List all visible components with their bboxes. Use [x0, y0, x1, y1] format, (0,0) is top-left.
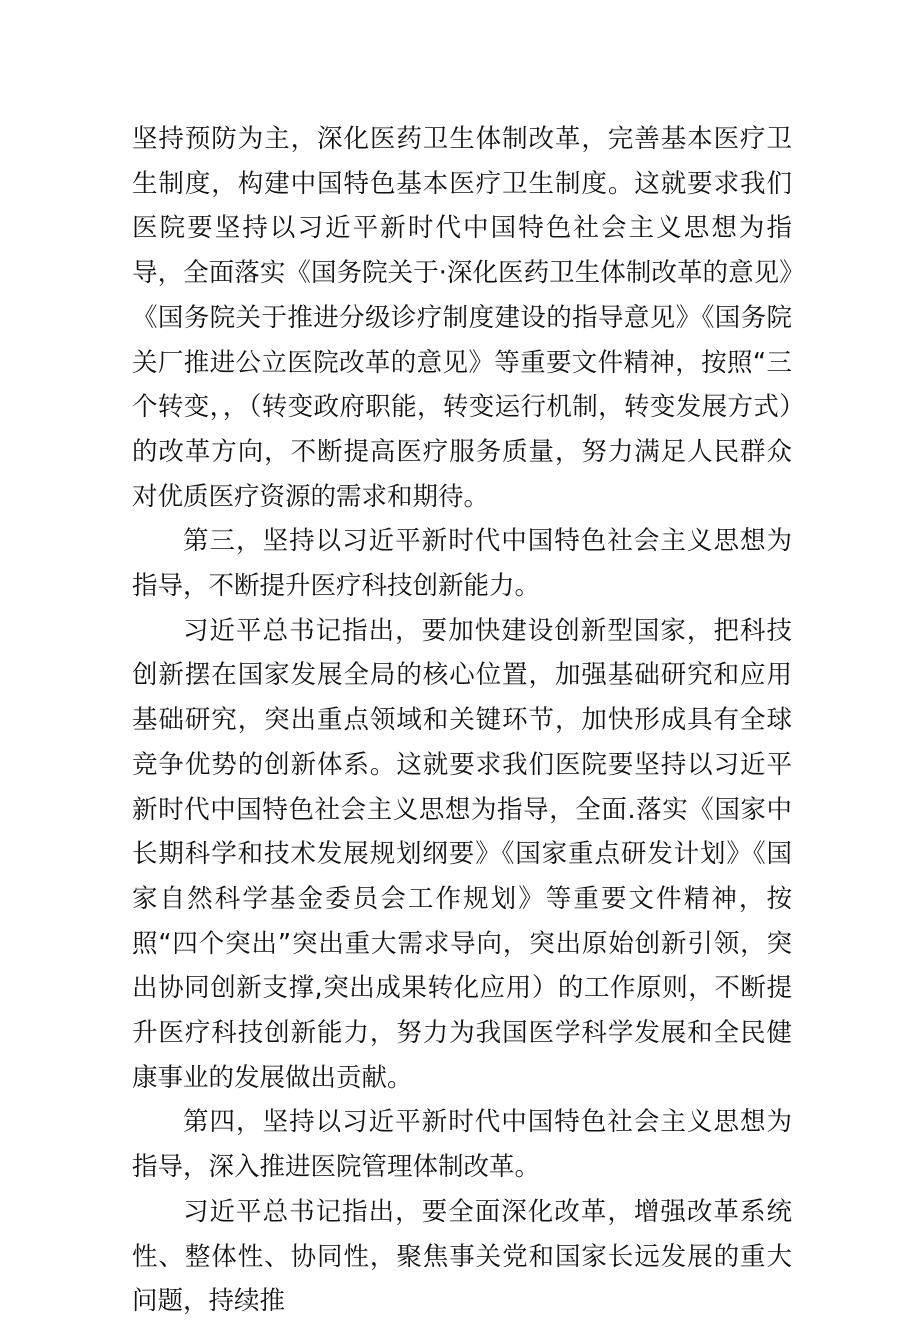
paragraph-continuation: 坚持预防为主，深化医药卫生体制改革，完善基本医疗卫生制度，构建中国特色基本医疗卫生制度。这就要求我们医院要坚持以习近平新时代中国特色社会主义思想为指导，全面落实《国务院关于·深化医药卫生体制改革的意见》《国务院关于推进分级诊疗制度建设的指导意见》《国务院关厂推进公立医院改革的意见》等重要文件精神，按照“三个转变，，（转变政府职能，转变运行机制，转变发展方式）的改革方向，不断提高医疗服务质量，努力满足人民群众对优质医疗资源的需求和期待。 [132, 124, 792, 512]
document-body [132, 117, 792, 1324]
paragraph-science-innovation: 习近平总书记指出，要加快建设创新型国家，把科技创新摆在国家发展全局的核心位置，加强基础研究和应用基础研究，突出重点领域和关键环节，加快形成具有全球竞争优势的创新体系。这就要求我们医院要坚持以习近平新时代中国特色社会主义思想为指导，全面.落实《国家中长期科学和技术发展规划纲要》《国家重点研发计划》《国家自然科学基金委员会工作规划》等重要文件精神，按照“四个突出”突出重大需求导向，突出原始创新引领，突出协同创新支撑,突出成果转化应用）的工作原则，不断提升医疗科技创新能力，努力为我国医学科学发展和全民健康事业的发展做出贡献。 [132, 615, 792, 1093]
paragraph-reform: 习近平总书记指出，要全面深化改革，增强改革系统性、整体性、协同性，聚焦事关党和国家长远发展的重大问题，持续推 [132, 1196, 792, 1317]
paragraph-heading-third: 第三，坚持以习近平新时代中国特色社会主义思想为指导，不断提升医疗科技创新能力。 [132, 526, 792, 602]
paragraph-heading-fourth: 第四，坚持以习近平新时代中国特色社会主义思想为指导，深入推进医院管理体制改革。 [132, 1107, 792, 1183]
